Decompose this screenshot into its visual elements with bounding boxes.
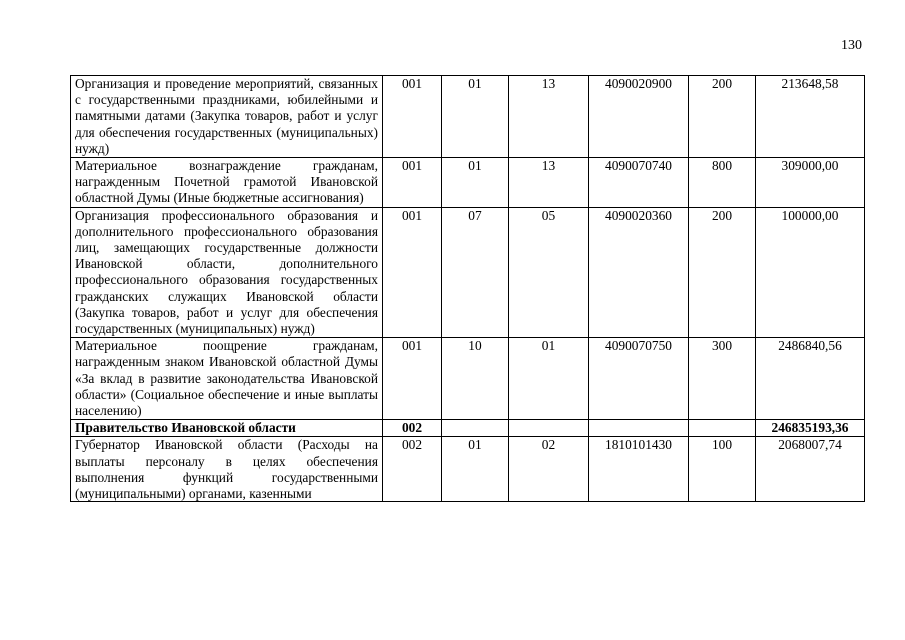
row-description: Организация и проведение мероприятий, связанных с государственными праздниками, юбилейными и памятными датами (Закупка товаров, работ и услуг для обеспечения государственных (муниципальных) нужд) [71, 76, 383, 158]
row-description: Правительство Ивановской области [71, 420, 383, 437]
subsection-code: 13 [509, 76, 589, 158]
expense-type-code: 200 [689, 76, 756, 158]
row-description: Материальное поощрение гражданам, награжденным знаком Ивановской областной Думы «За вклад в развитие законодательства Ивановской области» (Социальное обеспечение и иные выплаты населению) [71, 338, 383, 420]
section-code: 01 [442, 158, 509, 208]
row-description: Организация профессионального образования и дополнительного профессионального образования лиц, замещающих государственные должности Ивановской области, дополнительного профессионального образования государственных гражданских служащих Ивановской области (Закупка товаров, работ и услуг для обеспечения государственных (муниципальных) нужд) [71, 207, 383, 338]
amount-value: 213648,58 [756, 76, 865, 158]
subsection-code: 05 [509, 207, 589, 338]
amount-value: 100000,00 [756, 207, 865, 338]
section-code: 01 [442, 437, 509, 502]
target-article-code: 1810101430 [589, 437, 689, 502]
table-row [71, 76, 865, 158]
ministry-code: 001 [383, 76, 442, 158]
budget-table [70, 75, 865, 502]
subsection-code: 02 [509, 437, 589, 502]
expense-type-code [689, 420, 756, 437]
subsection-code [509, 420, 589, 437]
table-row [71, 207, 865, 338]
section-code: 01 [442, 76, 509, 158]
table-row [71, 338, 865, 420]
ministry-code: 002 [383, 420, 442, 437]
target-article-code [589, 420, 689, 437]
expense-type-code: 100 [689, 437, 756, 502]
section-code [442, 420, 509, 437]
amount-value: 2486840,56 [756, 338, 865, 420]
ministry-code: 001 [383, 158, 442, 208]
page-number: 130 [841, 38, 862, 53]
row-description: Материальное вознаграждение гражданам, награжденным Почетной грамотой Ивановской областной Думы (Иные бюджетные ассигнования) [71, 158, 383, 208]
target-article-code: 4090020900 [589, 76, 689, 158]
table-row [71, 437, 865, 502]
amount-value: 246835193,36 [756, 420, 865, 437]
ministry-code: 001 [383, 207, 442, 338]
expense-type-code: 300 [689, 338, 756, 420]
subsection-code: 13 [509, 158, 589, 208]
amount-value: 309000,00 [756, 158, 865, 208]
section-code: 10 [442, 338, 509, 420]
table-row [71, 158, 865, 208]
table-row-total [71, 420, 865, 437]
ministry-code: 002 [383, 437, 442, 502]
row-description: Губернатор Ивановской области (Расходы на выплаты персоналу в целях обеспечения выполнения функций государственными (муниципальными) органами, казенными [75, 437, 378, 502]
subsection-code: 01 [509, 338, 589, 420]
target-article-code: 4090020360 [589, 207, 689, 338]
target-article-code: 4090070740 [589, 158, 689, 208]
target-article-code: 4090070750 [589, 338, 689, 420]
expense-type-code: 800 [689, 158, 756, 208]
expense-type-code: 200 [689, 207, 756, 338]
amount-value: 2068007,74 [756, 437, 865, 502]
ministry-code: 001 [383, 338, 442, 420]
section-code: 07 [442, 207, 509, 338]
